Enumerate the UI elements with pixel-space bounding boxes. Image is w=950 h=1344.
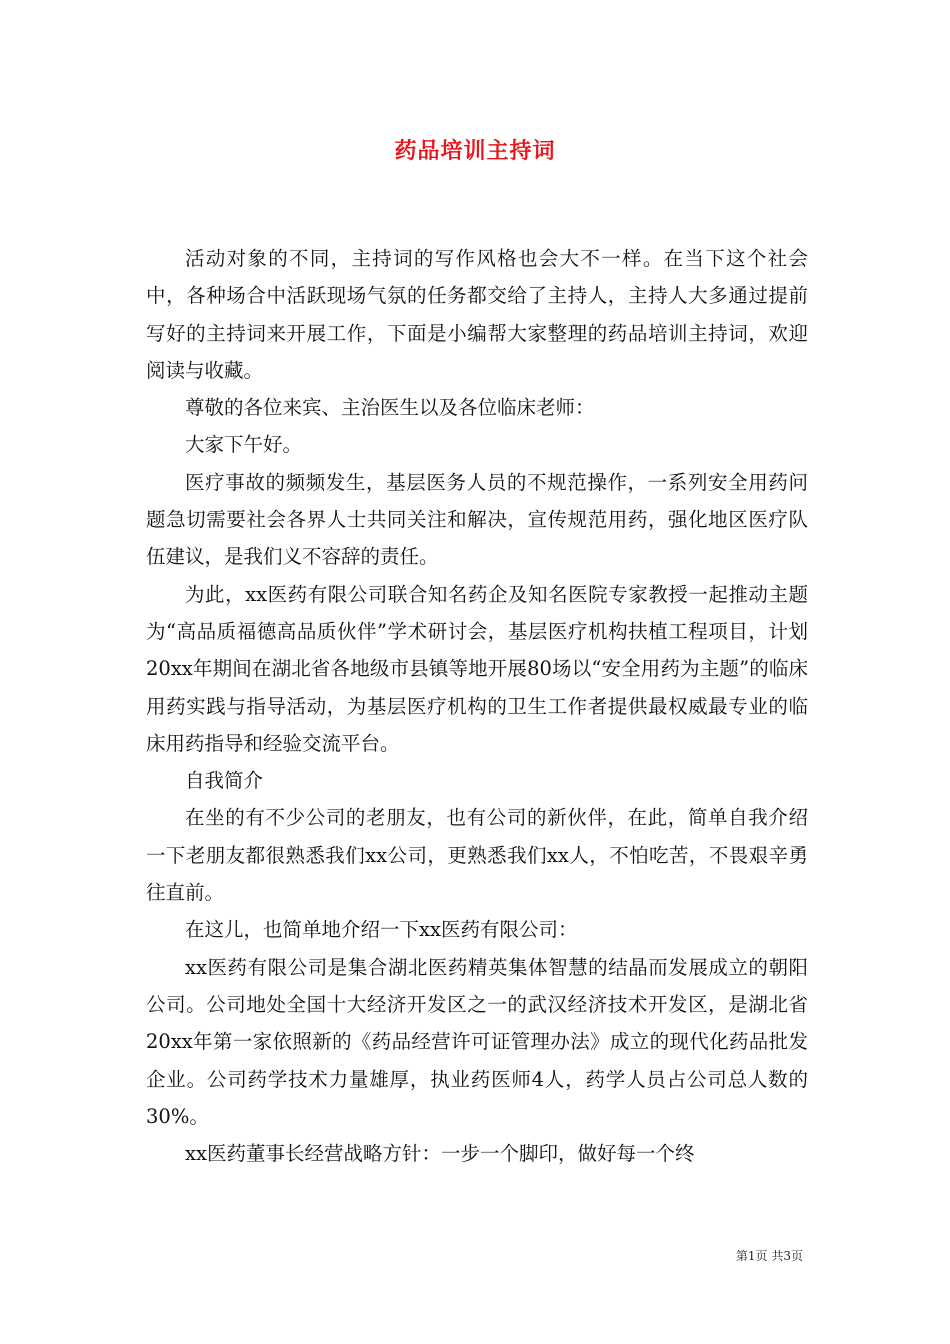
paragraph-intro: 活动对象的不同，主持词的写作风格也会大不一样。在当下这个社会中，各种场合中活跃现场气氛的任务都交给了主持人，主持人大多通过提前写好的主持词来开展工作，下面是小编帮大家整理的药品培训主持词，欢迎阅读与收藏。: [146, 247, 808, 382]
page-title: 药品培训主持词: [394, 138, 556, 164]
document-body: [146, 240, 808, 1172]
paragraph-strategy: xx医药董事长经营战略方针：一步一个脚印，做好每一个终: [185, 1142, 695, 1166]
paragraph-greeting-guests: 尊敬的各位来宾、主治医生以及各位临床老师：: [185, 396, 595, 420]
paragraph-good-afternoon: 大家下午好。: [185, 433, 303, 457]
section-heading-self-intro: 自我简介: [185, 769, 264, 793]
paragraph-company-lead: 在这儿，也简单地介绍一下xx医药有限公司：: [185, 918, 578, 942]
paragraph-company-profile: xx医药有限公司是集合湖北医药精英集体智慧的结晶而发展成立的朝阳公司。公司地处全国十大经济开发区之一的武汉经济技术开发区，是湖北省20xx年第一家依照新的《药品经营许可证管理办法》成立的现代化药品批发企业。公司药学技术力量雄厚，执业药医师4人，药学人员占公司总人数的30%。: [146, 955, 808, 1128]
paragraph-medical-safety: 医疗事故的频频发生，基层医务人员的不规范操作，一系列安全用药问题急切需要社会各界人士共同关注和解决，宣传规范用药，强化地区医疗队伍建议，是我们义不容辞的责任。: [146, 470, 808, 569]
page-number: 第1页 共3页: [735, 1249, 803, 1263]
paragraph-self-intro: 在坐的有不少公司的老朋友，也有公司的新伙伴，在此，简单自我介绍一下老朋友都很熟悉我们xx公司，更熟悉我们xx人，不怕吃苦，不畏艰辛勇往直前。: [146, 806, 808, 905]
paragraph-project-plan: 为此，xx医药有限公司联合知名药企及知名医院专家教授一起推动主题为“高品质福德高品质伙伴”学术研讨会，基层医疗机构扶植工程项目，计划20xx年期间在湖北省各地级市县镇等地开展80场以“安全用药为主题”的临床用药实践与指导活动，为基层医疗机构的卫生工作者提供最权威最专业的临床用药指导和经验交流平台。: [146, 582, 808, 755]
